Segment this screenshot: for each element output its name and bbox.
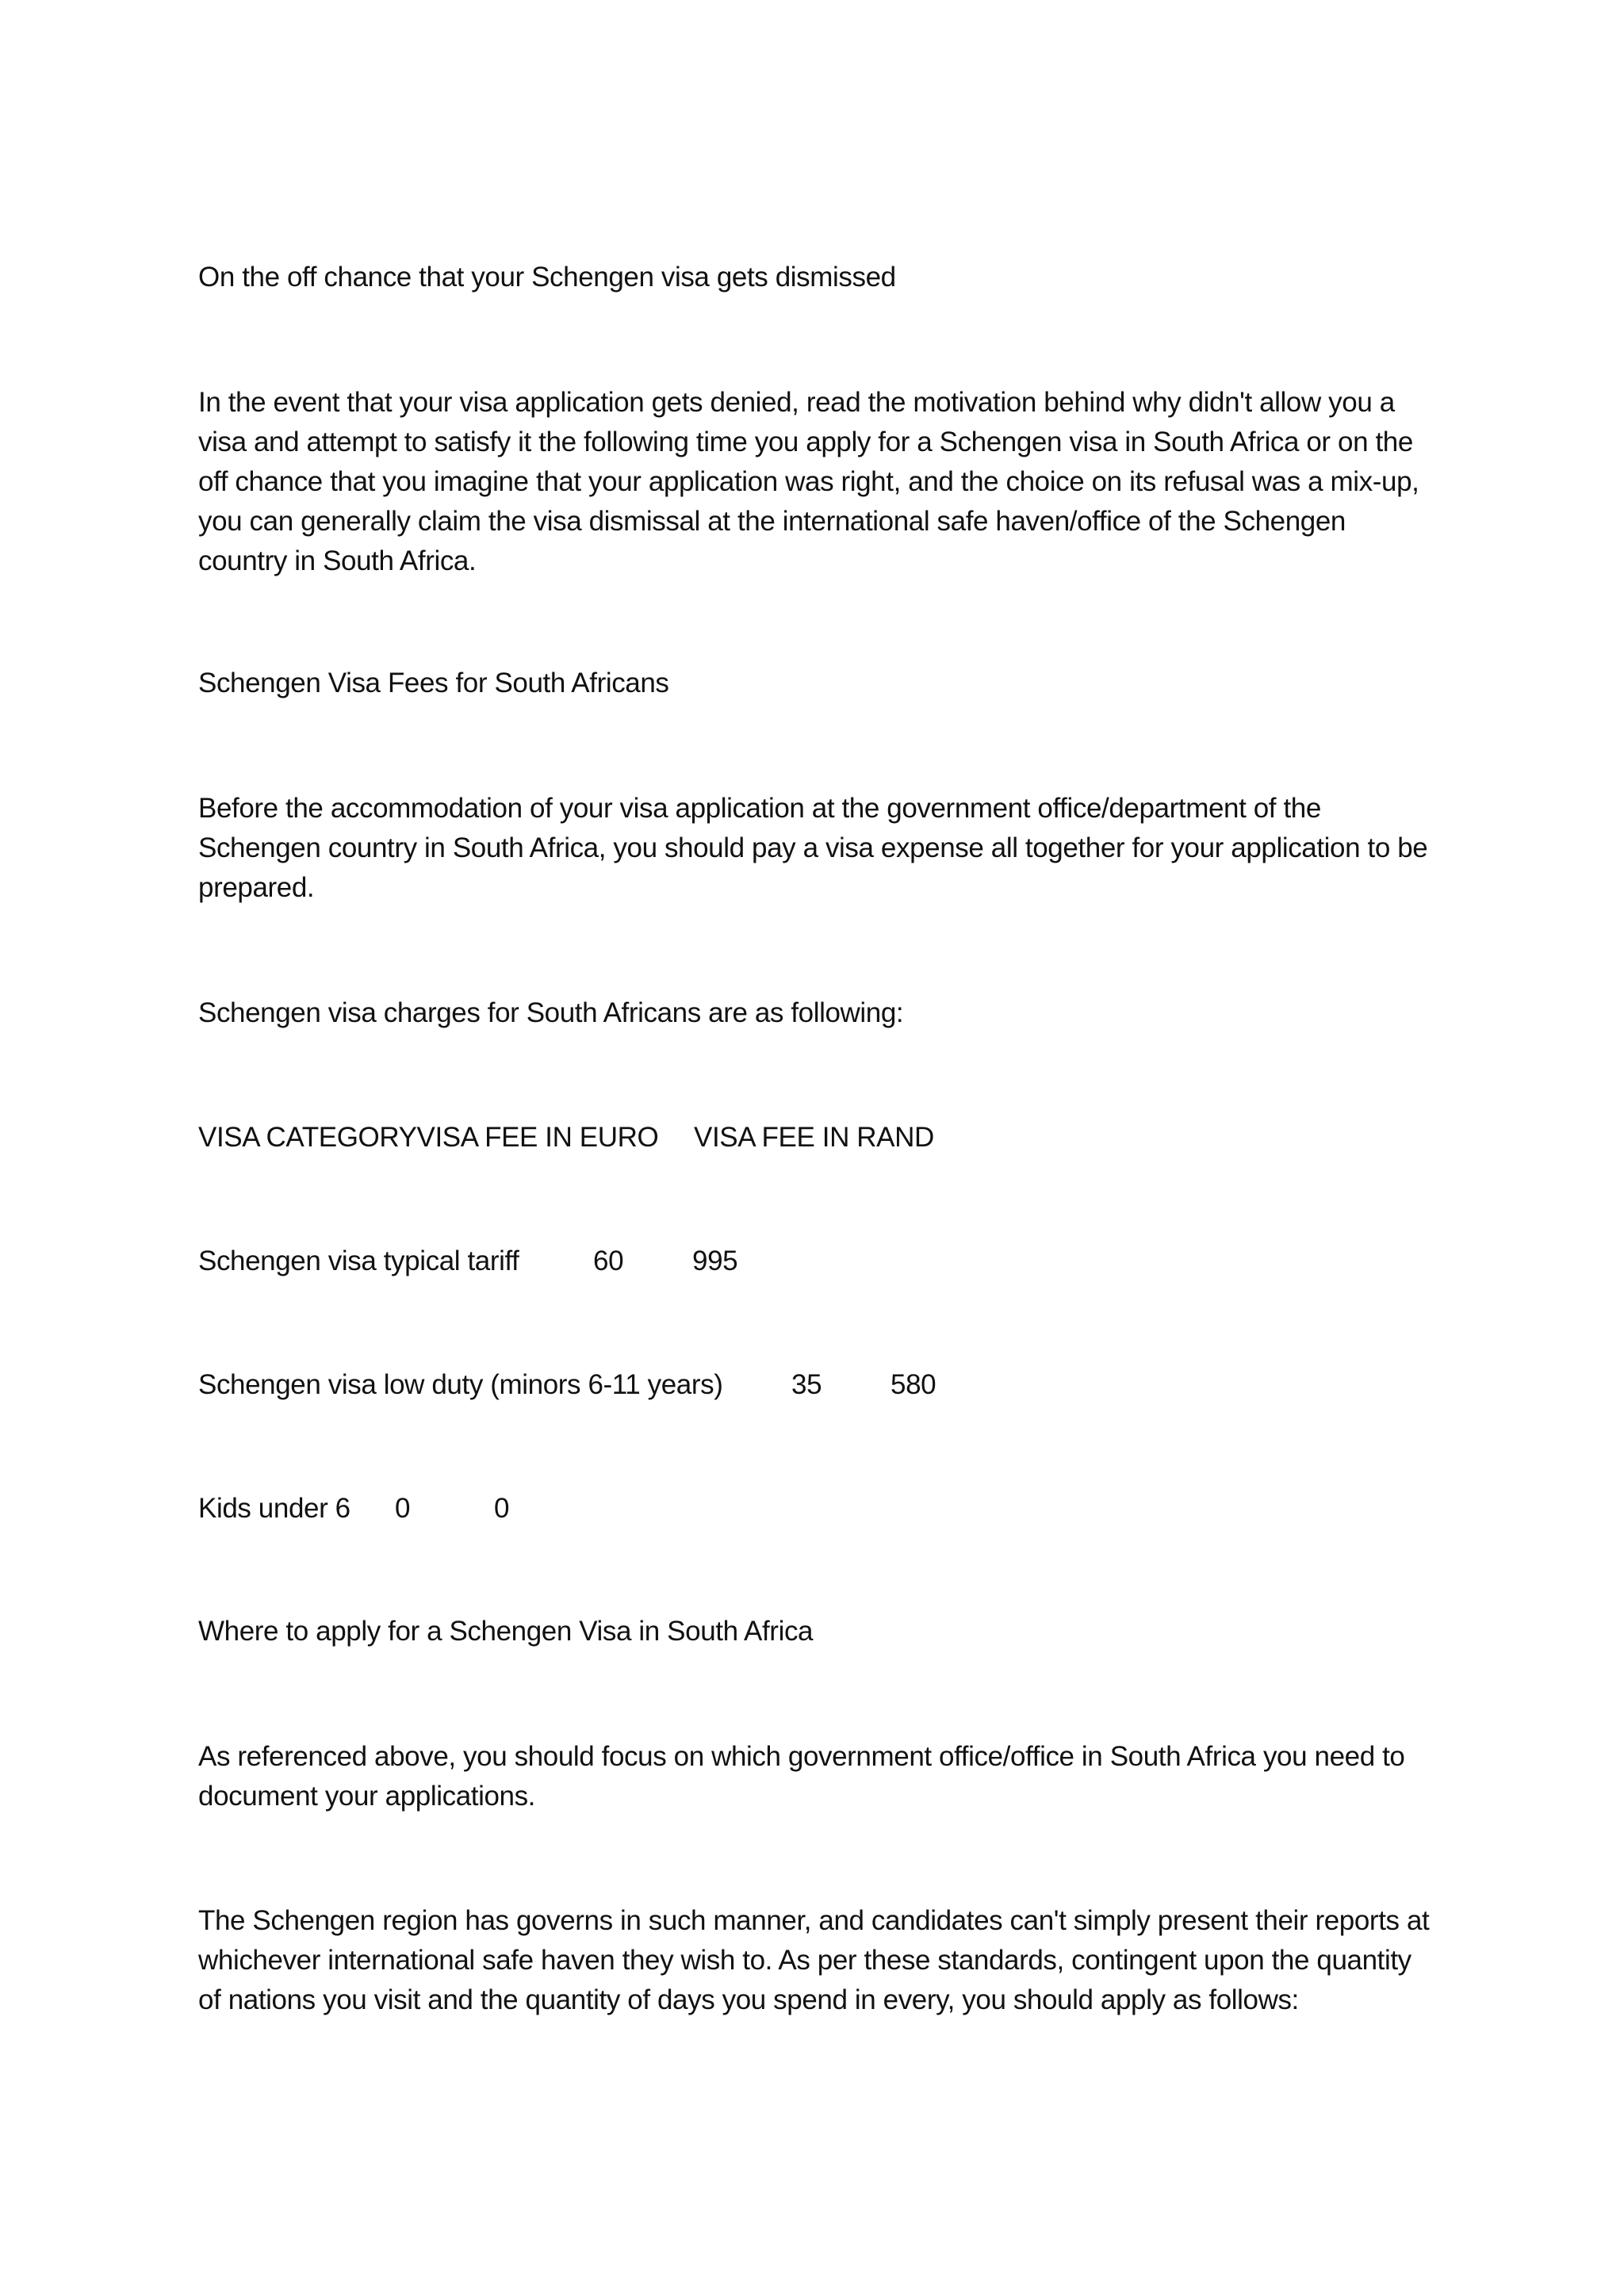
fee-row-category: Schengen visa typical tariff bbox=[198, 1246, 519, 1276]
fee-row-rand: 0 bbox=[494, 1493, 510, 1524]
fee-table-header-rand: VISA FEE IN RAND bbox=[694, 1122, 934, 1153]
fee-row-euro: 35 bbox=[791, 1369, 822, 1400]
paragraph-where-to-apply: As referenced above, you should focus on which government office/office in South Africa you need to document your applications. bbox=[198, 1741, 1405, 1812]
fees-intro-text: Schengen visa charges for South Africans are as following: bbox=[198, 997, 904, 1028]
fee-row-euro: 0 bbox=[395, 1493, 411, 1524]
fee-row-category: Kids under 6 bbox=[198, 1493, 350, 1524]
fee-table-header-category-euro: VISA CATEGORYVISA FEE IN EURO bbox=[198, 1122, 659, 1153]
fee-row-rand: 580 bbox=[891, 1369, 936, 1400]
fee-row-euro: 60 bbox=[593, 1246, 624, 1276]
fee-row-rand: 995 bbox=[692, 1246, 738, 1276]
heading-where-to-apply: Where to apply for a Schengen Visa in South Africa bbox=[198, 1616, 814, 1647]
heading-visa-refusal: On the off chance that your Schengen visa gets dismissed bbox=[198, 262, 896, 293]
paragraph-schengen-rules: The Schengen region has governs in such manner, and candidates can't simply present their reports at whichever international safe haven they wish to. As per these standards, contingent upon the quantity of nations you visit and the quantity of days you spend in every, you should apply as follows: bbox=[198, 1905, 1430, 2015]
fee-row-category: Schengen visa low duty (minors 6-11 years) bbox=[198, 1369, 723, 1400]
paragraph-visa-fees: Before the accommodation of your visa application at the government office/department of the Schengen country in South Africa, you should pay a visa expense all together for your application to be prepared. bbox=[198, 793, 1428, 903]
heading-visa-fees: Schengen Visa Fees for South Africans bbox=[198, 668, 669, 698]
paragraph-visa-refusal: In the event that your visa application gets denied, read the motivation behind why didn't allow you a visa and attempt to satisfy it the following time you apply for a Schengen visa in South Africa or on the off chance that you imagine that your application was right, and the choice on its refusal was a mix-up, you can generally claim the visa dismissal at the international safe haven/office of the Schengen country in South Africa. bbox=[198, 387, 1419, 576]
